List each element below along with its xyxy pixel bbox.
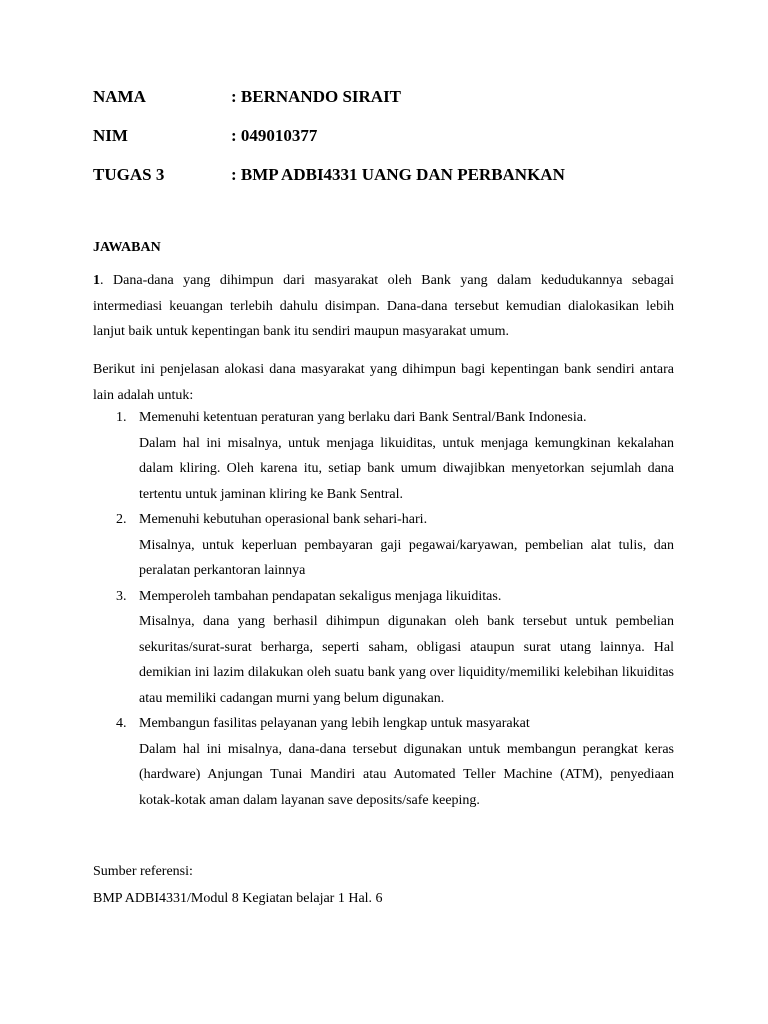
list-item bbox=[93, 584, 674, 712]
list-item-number: 3. bbox=[116, 588, 127, 604]
intro-paragraph bbox=[93, 268, 674, 345]
source-label: Sumber referensi: bbox=[93, 864, 193, 879]
intro-text: . Dana-dana yang dihimpun dari masyarakat oleh Bank yang dalam kedudukannya sebagai intermediasi keuangan terlebih dahulu disimpan. Dana-dana tersebut kemudian dialokasikan lebih lanjut baik untuk kepentingan bank itu sendiri maupun masyarakat umum. bbox=[93, 273, 674, 339]
source-reference bbox=[93, 858, 383, 912]
intro-number: 1 bbox=[93, 273, 100, 288]
list-item-number: 2. bbox=[116, 512, 127, 527]
allocation-intro-paragraph: Berikut ini penjelasan alokasi dana masyarakat yang dihimpun bagi kepentingan bank sendiri antara lain adalah untuk: bbox=[93, 362, 674, 403]
list-item bbox=[93, 405, 674, 507]
nama-label: NAMA bbox=[93, 87, 146, 106]
allocation-list bbox=[93, 405, 674, 813]
nim-value: : 049010377 bbox=[231, 126, 318, 145]
source-text: BMP ADBI4331/Modul 8 Kegiatan belajar 1 Hal. 6 bbox=[93, 891, 383, 906]
list-item-title: Membangun fasilitas pelayanan yang lebih lengkap untuk masyarakat bbox=[139, 716, 530, 731]
list-item-detail: Dalam hal ini misalnya, untuk menjaga likuiditas, untuk menjaga kemungkinan kekalahan dalam kliring. Oleh karena itu, setiap bank umum diwajibkan menyetorkan sejumlah dana tertentu untuk jaminan kliring ke Bank Sentral. bbox=[139, 435, 674, 502]
jawaban-heading: JAWABAN bbox=[93, 240, 161, 255]
list-item-title: Memenuhi kebutuhan operasional bank sehari-hari. bbox=[139, 512, 428, 527]
header-nim-row bbox=[93, 126, 317, 146]
list-item-number: 4. bbox=[116, 716, 127, 731]
list-item-number: 1. bbox=[116, 410, 127, 425]
tugas-label: TUGAS 3 bbox=[93, 165, 165, 184]
list-item bbox=[93, 507, 674, 584]
nim-label: NIM bbox=[93, 126, 128, 145]
nama-value: : BERNANDO SIRAIT bbox=[231, 87, 402, 106]
list-item-detail: Misalnya, dana yang berhasil dihimpun digunakan oleh bank tersebut untuk pembelian sekuritas/surat-surat berharga, seperti saham, obligasi ataupun surat utang lainnya. Hal demikian ini lazim dilakukan oleh suatu bank yang over liquidity/memiliki kelebihan likuiditas atau memiliki cadangan murni yang belum digunakan. bbox=[139, 614, 674, 706]
header-nama-row bbox=[93, 87, 401, 107]
tugas-value: : BMP ADBI4331 UANG DAN PERBANKAN bbox=[231, 165, 565, 184]
list-item-detail: Dalam hal ini misalnya, dana-dana tersebut digunakan untuk membangun perangkat keras (hardware) Anjungan Tunai Mandiri atau Automated Teller Machine (ATM), penyediaan kotak-kotak aman dalam layanan save deposits/safe keeping. bbox=[139, 741, 674, 808]
list-item bbox=[93, 711, 674, 813]
header-tugas-row bbox=[93, 165, 565, 185]
list-item-title: Memenuhi ketentuan peraturan yang berlaku dari Bank Sentral/Bank Indonesia. bbox=[139, 410, 587, 425]
list-item-detail: Misalnya, untuk keperluan pembayaran gaji pegawai/karyawan, pembelian alat tulis, dan peralatan perkantoran lainnya bbox=[139, 537, 674, 578]
list-item-title: Memperoleh tambahan pendapatan sekaligus menjaga likuiditas. bbox=[139, 588, 502, 604]
